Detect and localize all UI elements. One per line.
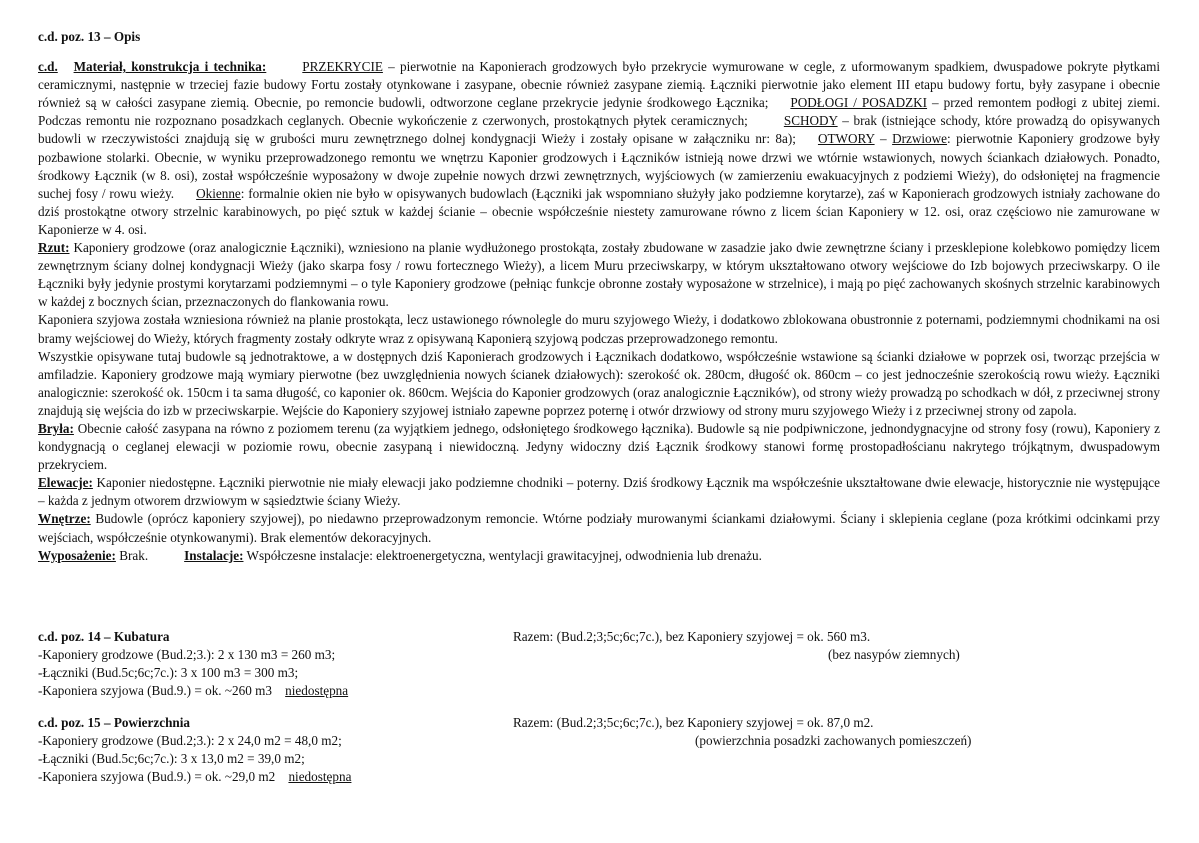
podlogi-label: PODŁOGI / POSADZKI (790, 95, 928, 111)
rzut-paragraph-2: Kaponiera szyjowa została wzniesiona również na planie prostokąta, lecz ustawionego równolegle do muru szyjowego Wieży, i dodatkowo zblokowana obustronnie z poternami, podziemnymi chodnikami na osi bramy wejściowej do Wieży, których fragmenty zostały odkryte wraz z opisywaną Kaponierą szyjową podczas przeprowadzonego remontu. (38, 312, 1160, 346)
instalacje-text: Współczesne instalacje: elektroenergetyczna, wentylacji grawitacyjnej, odwodnienia lub drenażu. (243, 547, 762, 563)
schody-text: – brak (istniejące schody, które prowadzą do opisywanych budowli w rzeczywistości znajdują się w grubości muru zewnętrznego dolnej kondygnacji Wieży i zostały opisane w załączniku nr: 8a); (38, 113, 1161, 147)
wnetrze-text: Budowle (oprócz kaponiery szyjowej), po niedawno przeprowadzonym remoncie. Wtórne podziały murowanymi ściankami działowymi. Ściany i sklepienia ceglane (poza krótkimi odcinkami przy wejściach, współcześnie otynkowanymi). Brak elementów dekoracyjnych. (38, 511, 1160, 545)
material-paragraph (38, 58, 1160, 239)
kubatura-summary (513, 628, 960, 662)
bryla-text: Obecnie całość zasypana na równo z poziomem terenu (za wyjątkiem jednego, odsłoniętego środkowego łącznika). Budowle są nie podpiwniczone, jednondygnacyjne od strony fosy (rowu), Kaponiery z kondygnacją o ceglanej elewacji w poziomie rowu, obecnie zasypaną i niewidoczną. Jedyny widoczny dziś Łącznik środkowy stanowi formę prostopadłościanu nakrytego trójkątnym, dwuspadowym przekryciem. (38, 420, 1160, 473)
bryla-label: Bryła: (38, 420, 74, 436)
powierzchnia-title: c.d. poz. 15 – Powierzchnia (38, 715, 191, 730)
otwory-label: OTWORY (817, 131, 875, 147)
rzut-text: Kaponiery grodzowe (oraz analogicznie Łączniki), wzniesiono na planie wydłużonego prostokąta, zostały zbudowane w zasadzie jako dwie zewnętrzne ściany i przesklepione kolebkowo pomiędzy licem zewnętrznym ściany dolnej kondygnacji Wieży (jako skarpa fosy / rowu fortecznego Wieży), a licem Muru przeciwskarpy, w którym ukształtowano otwory wejściowe do Izb bojowych przeciwskarpy. O ile Łączniki były jedynie prostymi korytarzami podziemnymi – o tyle Kaponiery grodzowe (pełniąc funkcje obronne zostały wyposażone w strzelnice), i mają po pięć zachowanych skośnych strzelnic karabinowych w każdej z bocznych ścian, przeznaczonych do flankowania rowu. (38, 240, 1160, 310)
elewacje-label: Elewacje: (38, 475, 93, 491)
powierzchnia-note: niedostępna (288, 769, 352, 785)
powierzchnia-summary-text: Razem: (Bud.2;3;5c;6c;7c.), bez Kaponiery szyjowej = ok. 87,0 m2. (513, 715, 874, 730)
opis-section (38, 28, 1160, 565)
rzut-paragraph (38, 239, 1160, 311)
kubatura-title: c.d. poz. 14 – Kubatura (38, 629, 170, 644)
okienne-text: : formalnie okien nie było w opisywanych budowlach (Łączniki jak wspomniano służyły jako podziemne korytarze), zaś w Kaponierach grodzowych istniały zachowane do dziś prostokątne otwory strzelnic karabinowych, po pięć sztuk w każdej ścianie – obecnie współcześnie niestety zamurowane równo z licem ścian Kaponiery w 12. osi, oraz częściowo nie zamurowane w Kaponierze w 4. osi. (38, 185, 1160, 237)
kubatura-row-last (38, 682, 348, 700)
kubatura-row-text: -Kaponiera szyjowa (Bud.9.) = ok. ~260 m3 (38, 683, 272, 699)
drzwiowe-label: Drzwiowe (892, 131, 948, 147)
drzwiowe-text: : pierwotnie Kaponiery grodzowe były pozbawione stolarki. Obecnie, w wyniku przeprowadzonego remontu we wnętrzu Kaponier grodzowych i Łączników istnieją nowe drzwi we wtórnie wstawionych, nowych ściankach działowych. Ponadto, środkowy Łącznik (w 8. osi), został współcześnie wyposażony w dwoje zupełnie nowych drzwi zewnętrznych, wyjściowych (w zamierzeniu ewakuacyjnych z podziemi Wieży), do odsłoniętej na fragmencie suchej fosy / rowu wieży. (38, 131, 1160, 201)
kubatura-summary-text: Razem: (Bud.2;3;5c;6c;7c.), bez Kaponiery szyjowej = ok. 560 m3. (513, 629, 871, 644)
kubatura-row: -Łączniki (Bud.5c;6c;7c.): 3 x 100 m3 = 300 m3; (38, 665, 299, 681)
bryla-paragraph (38, 420, 1160, 474)
wyposazenie-instalacje-row (38, 547, 1160, 565)
kubatura-list (38, 628, 348, 700)
powierzchnia-list (38, 714, 351, 786)
instalacje-label: Instalacje: (184, 547, 244, 563)
powierzchnia-summary (513, 714, 972, 748)
kubatura-row: -Kaponiery grodzowe (Bud.2;3.): 2 x 130 m3 = 260 m3; (38, 647, 336, 663)
powierzchnia-row: -Kaponiery grodzowe (Bud.2;3.): 2 x 24,0 m2 = 48,0 m2; (38, 733, 342, 749)
rzut-label: Rzut: (38, 240, 70, 256)
material-heading: Materiał, konstrukcja i technika: (73, 59, 267, 75)
przekrycie-text: – pierwotnie na Kaponierach grodzowych było przekrycie wymurowane w cegle, z uformowanym spadkiem, dwuspadowe pokryte płytkami ceramicznymi, następnie w trzeciej fazie budowy Fortu zostały otynkowane i zasypane, obecnie również zasypane ziemią. Łączniki pierwotnie jako element III etapu budowy fortu, były zasypane i obecnie również są w całości zasypane ziemią. Obecnie, po remoncie budowli, odtworzone ceglane przekrycie jedynie środkowego Łącznika; (38, 59, 1160, 111)
okienne-label: Okienne (196, 185, 241, 201)
podlogi-text: – przed remontem podłogi z ubitej ziemi. Podczas remontu nie rozpoznano posadzkach ceglanych. Obecnie wykończenie z czerwonych, prostokątnych płytek ceramicznych; (38, 95, 1160, 129)
powierzchnia-row-text: -Kaponiera szyjowa (Bud.9.) = ok. ~29,0 m2 (38, 769, 276, 785)
przekrycie-label: PRZEKRYCIE (302, 59, 383, 75)
wyposazenie-label: Wyposażenie: (38, 547, 116, 563)
schody-label: SCHODY (783, 113, 838, 129)
kubatura-note: niedostępna (285, 683, 349, 699)
kubatura-summary-sub: (bez nasypów ziemnych) (828, 647, 960, 662)
powierzchnia-row-last (38, 768, 351, 786)
elewacje-paragraph (38, 474, 1160, 510)
elewacje-text: Kaponier niedostępne. Łączniki pierwotnie nie miały elewacji jako podziemne chodniki – poterny. Dziś środkowy Łącznik ma współcześnie ukształtowane dwie elewacje, historycznie nie występujące – każda z jednym otworem drzwiowym w sąsiedztwie ściany Wieży. (38, 475, 1160, 509)
dash: – (874, 131, 893, 147)
section-header: c.d. poz. 13 – Opis (38, 29, 141, 44)
rzut-paragraph-3: Wszystkie opisywane tutaj budowle są jednotraktowe, a w dostępnych dziś Kaponierach grodzowych i Łącznikach dodatkowo, współcześnie wstawione są ścianki działowe w poprzek osi, tworząc przejścia w amfiladzie. Kaponiery grodzowe mają wymiary pierwotne (bez uwzględnienia nowych ścianek działowych): szerokość ok. 280cm, długość ok. 860cm – co jest jednocześnie szerokością rowu wieży. Łączniki analogicznie: szerokość ok. 150cm i ta sama długość, co kaponier ok. 860cm. Wejścia do Kaponier grodzowych (oraz analogicznie Łączników), od strony wieży prowadzą po schodkach w dół, z przeciwnej strony znajdują się wejścia do izb w przeciwskarpie. Wejście do Kaponiery szyjowej istniało zapewne poprzez poternę i otwór drzwiowy od strony muru szyjowego Wieży i z przeciwnej strony od zapola. (38, 348, 1160, 418)
powierzchnia-summary-sub: (powierzchnia posadzki zachowanych pomieszczeń) (695, 733, 972, 748)
section-label: c.d. (38, 59, 58, 75)
wnetrze-paragraph (38, 510, 1160, 546)
wyposazenie-text: Brak. (115, 547, 149, 563)
powierzchnia-row: -Łączniki (Bud.5c;6c;7c.): 3 x 13,0 m2 = 39,0 m2; (38, 751, 305, 767)
wnetrze-label: Wnętrze: (38, 511, 91, 527)
